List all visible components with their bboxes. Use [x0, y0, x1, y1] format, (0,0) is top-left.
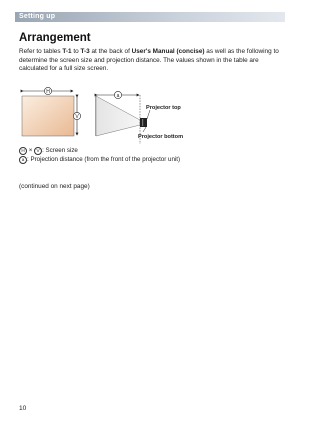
projector-bottom-leader [143, 127, 146, 132]
arrangement-diagram [19, 84, 219, 144]
section-header-bar [15, 12, 285, 22]
intro-text: Refer to tables [19, 48, 63, 55]
a-symbol: a [116, 92, 120, 99]
intro-text: as well as the following to determine the screen size and projection distance. The values shown in the table are calculated for a full size screen. [19, 48, 279, 73]
projector-unit [140, 118, 147, 127]
v-symbol-badge: V [34, 147, 42, 155]
a-symbol-badge: a [19, 156, 27, 164]
section-header-label: Setting up [19, 13, 56, 20]
screen-size-text: : Screen size [42, 147, 78, 154]
table-ref-t1: T-1 [62, 48, 72, 55]
projector-top-label: Projector top [146, 105, 181, 111]
intro-text: at the back of [89, 48, 132, 55]
projection-distance-text: : Projection distance (from the front of the projector unit) [27, 155, 181, 163]
screen-rectangle [22, 96, 74, 136]
continued-note: (continued on next page) [19, 183, 90, 190]
projector-detail [142, 119, 143, 126]
projector-bottom-label: Projector bottom [138, 134, 184, 140]
v-symbol: V [75, 113, 79, 120]
intro-text: to [71, 48, 81, 55]
manual-reference: User's Manual (concise) [131, 48, 205, 55]
times-sign: × [28, 147, 33, 154]
page-title: Arrangement [19, 32, 91, 44]
diagram-legend [19, 147, 180, 164]
table-ref-t3: T-3 [80, 48, 90, 55]
intro-paragraph [19, 48, 283, 74]
page-number: 10 [19, 405, 27, 412]
projector-top-leader [147, 110, 150, 119]
h-symbol: H [46, 88, 50, 95]
h-symbol-badge: H [19, 147, 27, 155]
projection-beam [96, 96, 140, 136]
